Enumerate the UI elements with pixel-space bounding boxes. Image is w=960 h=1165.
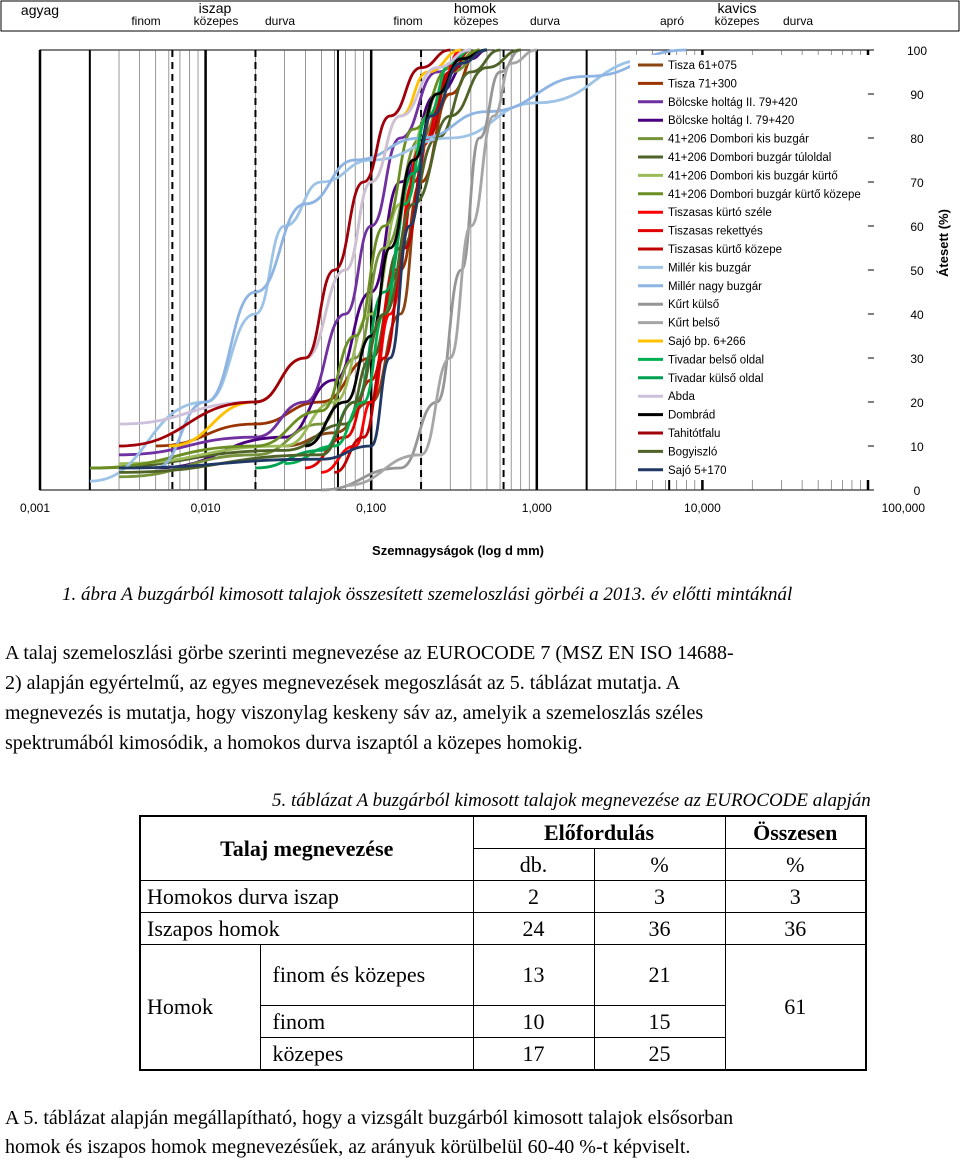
row-name: finom és közepes <box>260 945 473 1006</box>
header-frame <box>1 1 959 31</box>
header-iszap-durva: durva <box>264 14 296 28</box>
header-pct-total: % <box>725 849 866 881</box>
row-pct: 25 <box>594 1038 725 1071</box>
y-tick-label: 70 <box>910 176 924 190</box>
y-tick-label: 30 <box>910 352 924 366</box>
row-pct: 21 <box>594 945 725 1006</box>
y-tick-label: 0 <box>913 484 921 498</box>
legend-entry: 41+206 Dombori buzgár kürtő közepe <box>668 188 861 201</box>
header-iszap-sub: közepes <box>193 14 239 28</box>
header-homok: homok <box>453 0 497 16</box>
x-tick-label: 0,100 <box>356 501 387 515</box>
soil-table <box>139 815 867 1071</box>
closing-line: A 5. táblázat alapján megállapítható, hogy a vizsgált buzgárból kimosott talajok elsősorban <box>5 1107 734 1129</box>
legend-entry: Bölcske holtág II. 79+420 <box>668 96 798 109</box>
legend-entry: Kűrt belső <box>668 317 720 330</box>
legend-entry: Kűrt külső <box>668 299 720 312</box>
y-tick-label: 20 <box>910 396 924 410</box>
x-tick-label: 100,000 <box>881 501 925 515</box>
header-pct: % <box>594 849 725 881</box>
x-axis-label: Szemnagyságok (log d mm) <box>372 543 544 558</box>
legend-entry: Tivadar külső oldal <box>668 372 764 385</box>
paragraph-line: spektrumából kimosódik, a homokos durva iszaptól a közepes homokig. <box>5 732 583 754</box>
grain-size-chart <box>0 0 960 575</box>
row-total: 36 <box>725 913 866 945</box>
table-row <box>140 945 866 1006</box>
header-agyag: agyag <box>20 2 60 18</box>
homok-total: 61 <box>725 945 866 1071</box>
legend-entry: 41+206 Dombori buzgár túloldal <box>668 152 832 164</box>
table-caption: 5. táblázat A buzgárból kimosott talajok megnevezése az EUROCODE alapján <box>272 790 871 811</box>
legend-entry: Millér kis buzgár <box>668 262 752 275</box>
x-tick-label: 0,001 <box>20 501 51 515</box>
header-iszap-finom: finom <box>131 14 161 28</box>
y-tick-label: 80 <box>910 132 924 146</box>
x-tick-label: 1,000 <box>521 501 552 515</box>
y-axis-label: Átesett (%) <box>936 209 951 277</box>
header-kavics: kavics <box>717 0 757 16</box>
header-db: db. <box>473 849 594 881</box>
row-db: 10 <box>473 1006 594 1038</box>
row-db: 2 <box>473 881 594 913</box>
legend-entry: Bogyiszló <box>668 446 718 459</box>
legend-entry: 41+206 Dombori kis buzgár <box>668 133 809 146</box>
body-paragraph <box>5 638 955 758</box>
row-name: Homokos durva iszap <box>140 881 473 913</box>
table-header-row <box>140 816 866 849</box>
header-homok-finom: finom <box>393 14 423 28</box>
header-homok-durva: durva <box>529 14 561 28</box>
header-total: Összesen <box>725 816 866 849</box>
header-kavics-durva: durva <box>782 14 814 28</box>
legend-entry: Tiszasas rekettyés <box>668 225 763 238</box>
row-pct: 15 <box>594 1006 725 1038</box>
header-name: Talaj megnevezése <box>140 816 473 881</box>
legend-entry: Tisza 71+300 <box>668 78 737 91</box>
table-row <box>140 881 866 913</box>
header-iszap: iszap <box>198 0 232 16</box>
row-pct: 3 <box>594 881 725 913</box>
header-kavics-apro: apró <box>659 14 685 28</box>
closing-paragraph <box>5 1104 733 1162</box>
legend-entry: Sajó 5+170 <box>668 464 727 477</box>
homok-label: Homok <box>140 945 260 1071</box>
paragraph-line: megnevezés is mutatja, hogy viszonylag keskeny sáv az, amelyik a szemeloszlás széles <box>5 702 704 724</box>
row-db: 13 <box>473 945 594 1006</box>
header-kavics-sub: közepes <box>714 14 760 28</box>
legend-entry: Millér nagy buzgár <box>668 280 762 293</box>
row-name: finom <box>260 1006 473 1038</box>
legend-entry: Bölcske holtág I. 79+420 <box>668 115 795 128</box>
legend-entry: Tiszasas kürtó széle <box>668 207 772 220</box>
figure-caption: 1. ábra A buzgárból kimosott talajok összesített szemeloszlási görbéi a 2013. év előtti mintáknál <box>62 584 793 605</box>
legend-entry: 41+206 Dombori kis buzgár kürtő <box>668 170 838 183</box>
x-tick-label: 10,000 <box>684 501 721 515</box>
legend-entry: Sajó bp. 6+266 <box>668 336 746 348</box>
paragraph-line: 2) alapján egyértelmű, az egyes megnevezések megoszlását az 5. táblázat mutatja. A <box>5 672 681 694</box>
row-total: 3 <box>725 881 866 913</box>
legend-entry: Tivadar belső oldal <box>668 354 765 367</box>
legend-entry: Tahitótfalu <box>668 428 721 440</box>
y-tick-label: 60 <box>910 220 924 234</box>
legend-entry: Tiszasas kürtő közepe <box>668 244 782 256</box>
row-name: közepes <box>260 1038 473 1071</box>
legend-entry: Dombrád <box>668 409 716 422</box>
closing-line: homok és iszapos homok megnevezésűek, az arányuk körülbelül 60-40 %-t képviselt. <box>5 1136 691 1158</box>
y-tick-label: 10 <box>910 440 924 454</box>
y-tick-label: 100 <box>906 44 928 58</box>
y-tick-label: 90 <box>910 88 924 102</box>
row-db: 24 <box>473 913 594 945</box>
table-row <box>140 913 866 945</box>
header-occurrence: Előfordulás <box>473 816 725 849</box>
series-line <box>305 50 471 468</box>
row-pct: 36 <box>594 913 725 945</box>
legend-entry: Abda <box>668 391 695 404</box>
x-tick-label: 0,010 <box>190 501 221 515</box>
chart-plot <box>0 0 960 575</box>
header-homok-sub: közepes <box>453 14 499 28</box>
paragraph-line: A talaj szemeloszlási görbe szerinti megnevezése az EUROCODE 7 (MSZ EN ISO 14688- <box>5 642 734 664</box>
row-name: Iszapos homok <box>140 913 473 945</box>
legend-entry: Tisza 61+075 <box>668 60 737 72</box>
y-tick-label: 40 <box>910 308 924 322</box>
y-tick-label: 50 <box>910 264 924 278</box>
row-db: 17 <box>473 1038 594 1071</box>
